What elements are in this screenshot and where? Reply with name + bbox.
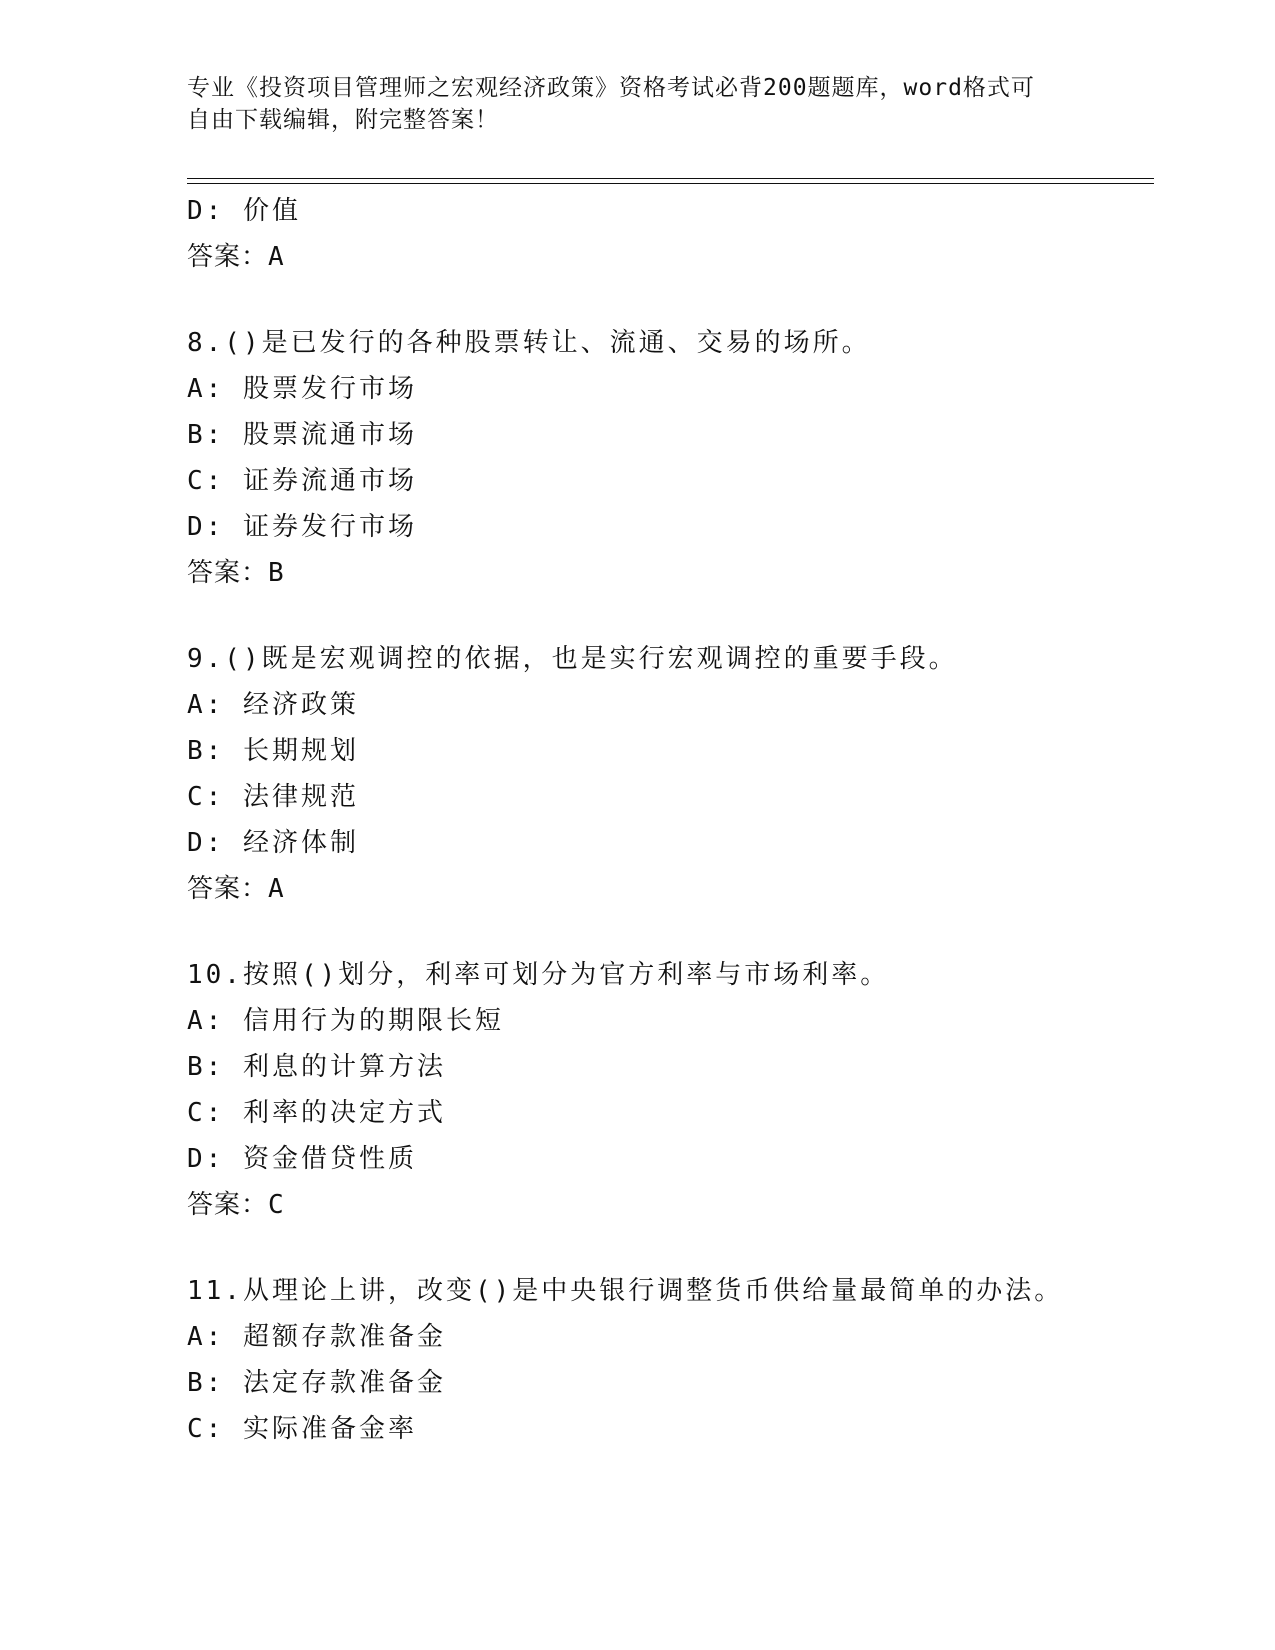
- spacer: [187, 596, 1147, 636]
- spacer: [187, 912, 1147, 952]
- header-divider-bottom: [187, 183, 1154, 184]
- option-b: B: 法定存款准备金: [187, 1368, 446, 1398]
- spacer: [187, 1228, 1147, 1268]
- option-d: D: 证券发行市场: [187, 512, 417, 542]
- question-11: [187, 1268, 1147, 1452]
- option-c: C: 法律规范: [187, 782, 359, 812]
- question-7-tail: [187, 188, 1147, 280]
- question-stem: 10.按照()划分，利率可划分为官方利率与市场利率。: [187, 960, 890, 990]
- question-stem: 8.()是已发行的各种股票转让、流通、交易的场所。: [187, 328, 871, 358]
- answer-line: 答案：B: [187, 558, 285, 588]
- header-line-1: 专业《投资项目管理师之宏观经济政策》资格考试必背200题题库，word格式可: [187, 75, 1035, 101]
- option-c: C: 证券流通市场: [187, 466, 417, 496]
- option-a: A: 经济政策: [187, 690, 359, 720]
- option-a: A: 超额存款准备金: [187, 1322, 446, 1352]
- option-c: C: 利率的决定方式: [187, 1098, 446, 1128]
- answer-line: 答案：A: [187, 242, 285, 272]
- question-list: [187, 188, 1147, 1452]
- spacer: [187, 280, 1147, 320]
- option-c: C: 实际准备金率: [187, 1414, 417, 1444]
- option-d: D: 价值: [187, 196, 301, 226]
- header-divider-top: [187, 178, 1154, 179]
- question-9: [187, 636, 1147, 912]
- option-b: B: 利息的计算方法: [187, 1052, 446, 1082]
- option-a: A: 信用行为的期限长短: [187, 1006, 504, 1036]
- question-8: [187, 320, 1147, 596]
- option-a: A: 股票发行市场: [187, 374, 417, 404]
- answer-line: 答案：A: [187, 874, 285, 904]
- question-stem: 9.()既是宏观调控的依据，也是实行宏观调控的重要手段。: [187, 644, 958, 674]
- option-b: B: 股票流通市场: [187, 420, 417, 450]
- option-b: B: 长期规划: [187, 736, 359, 766]
- header-line-2: 自由下载编辑，附完整答案！: [187, 107, 499, 133]
- option-d: D: 经济体制: [187, 828, 359, 858]
- document-header: [187, 72, 1067, 136]
- question-10: [187, 952, 1147, 1228]
- question-stem: 11.从理论上讲，改变()是中央银行调整货币供给量最简单的办法。: [187, 1276, 1064, 1306]
- option-d: D: 资金借贷性质: [187, 1144, 417, 1174]
- answer-line: 答案：C: [187, 1190, 285, 1220]
